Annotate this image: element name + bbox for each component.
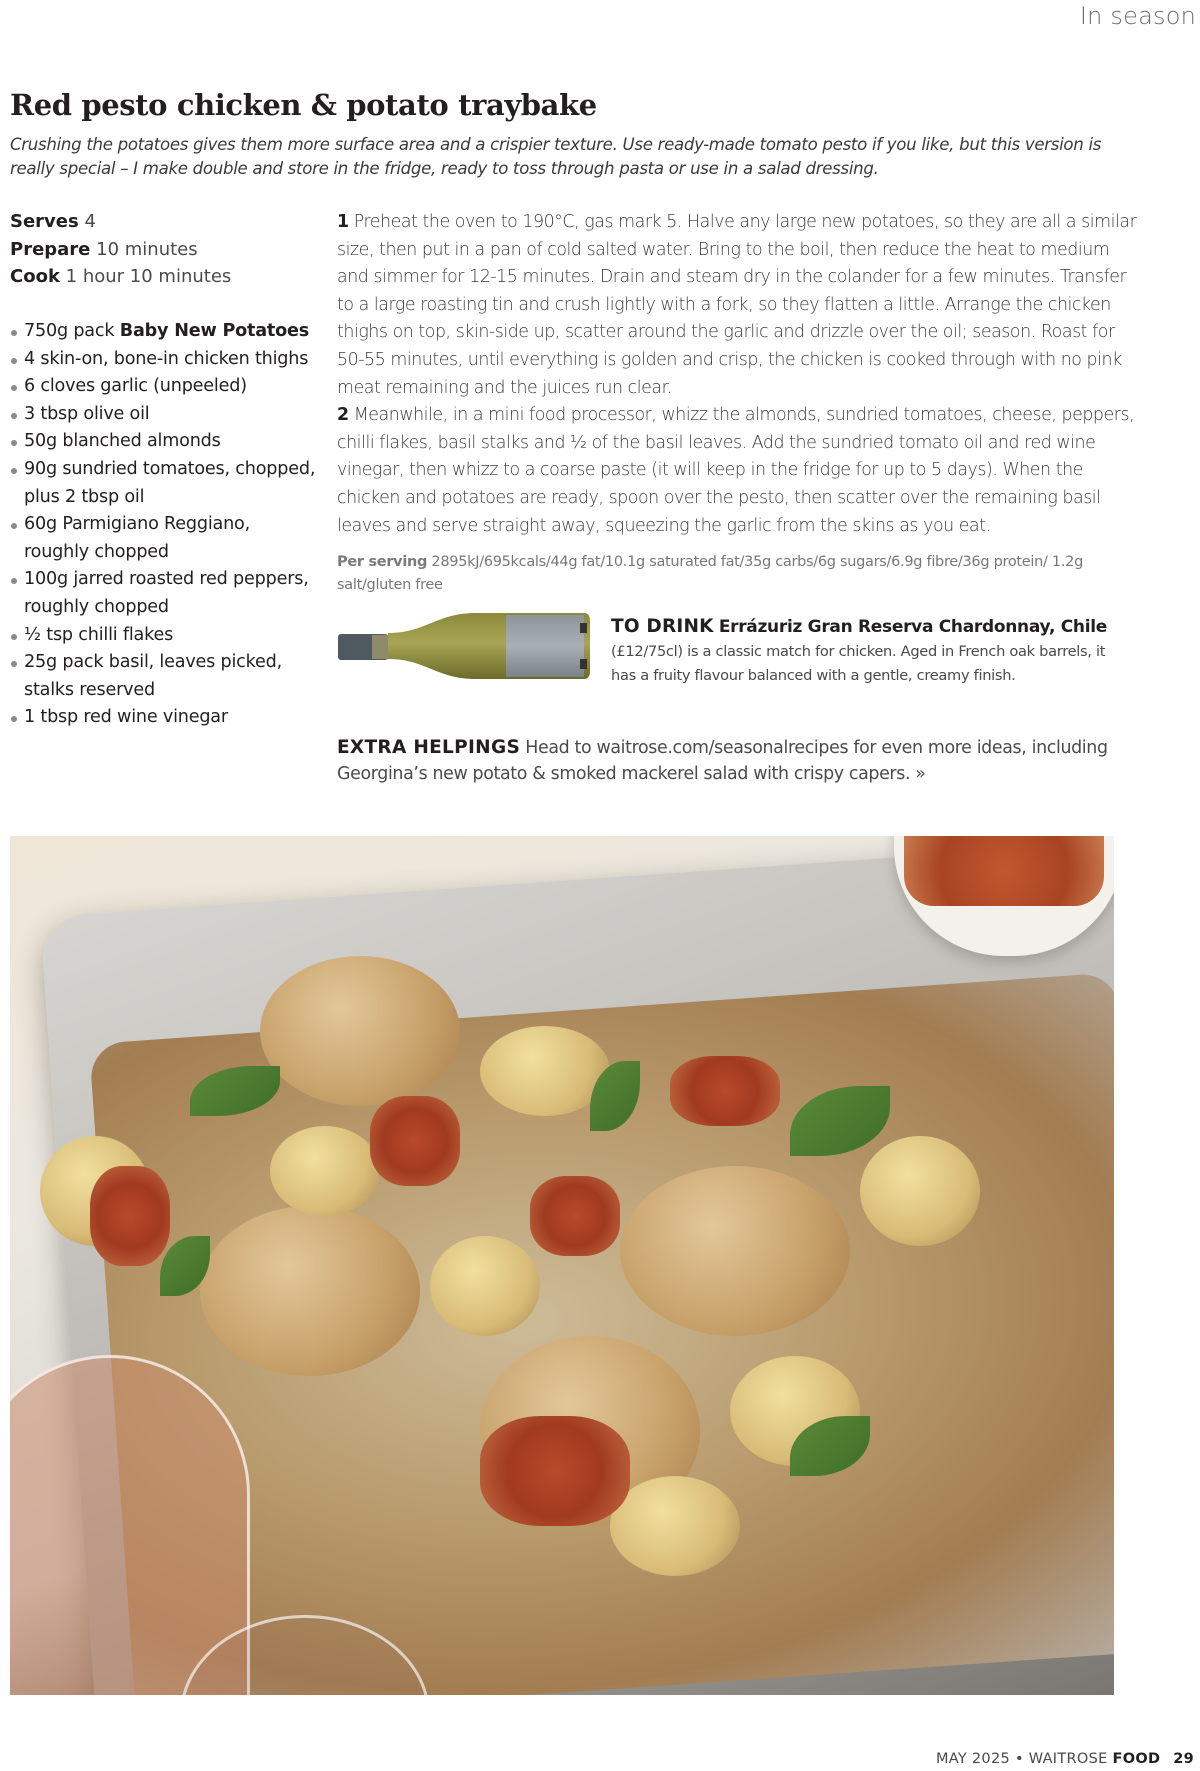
page-number: 29 (1173, 1751, 1194, 1767)
footer-separator: • (1014, 1751, 1024, 1767)
chicken-thigh (620, 1166, 850, 1336)
bowl-pesto (904, 836, 1104, 906)
ingredient-text: ½ tsp chilli flakes (24, 624, 174, 645)
meta-value: 1 hour 10 minutes (65, 266, 232, 287)
ingredient-item (10, 622, 320, 650)
ingredient-text: 50g blanched almonds (24, 431, 221, 452)
ingredient-text: 100g jarred roasted red peppers, roughly chopped (24, 569, 309, 617)
nutrition-info (337, 551, 1117, 596)
ingredient-item (10, 649, 320, 704)
recipe-intro: Crushing the potatoes gives them more surface area and a crispier texture. Use ready-made tomato pesto if you like, but this version is really special – I make double and store in the fridge, ready to toss through pasta or use in a salad dressing. (10, 135, 1102, 178)
potato (860, 1136, 980, 1246)
recipe-meta (10, 208, 231, 291)
ingredient-item (10, 456, 320, 511)
chicken-thigh (200, 1206, 420, 1376)
ingredient-text: 1 tbsp red wine vinegar (24, 707, 228, 728)
meta-prepare (10, 236, 231, 264)
drink-heading (611, 614, 1131, 640)
drink-pairing (611, 614, 1131, 688)
recipe-title: Red pesto chicken & potato traybake (10, 88, 597, 122)
ingredient-product: Baby New Potatoes (119, 321, 310, 341)
pesto-dollop (90, 1166, 170, 1266)
drink-label: TO DRINK (611, 616, 714, 637)
meta-label: Cook (10, 266, 60, 287)
ingredient-item (10, 566, 320, 621)
section-label: In season (1079, 2, 1196, 30)
step-number: 1 (337, 212, 349, 232)
recipe-photo (10, 836, 1114, 1695)
wine-bottle-icon (336, 609, 590, 683)
method-step (337, 402, 1137, 540)
ingredient-text: 3 tbsp olive oil (24, 403, 150, 424)
nutrition-text: 2895kJ/695kcals/44g fat/10.1g saturated fat/35g carbs/6g sugars/6.9g fibre/36g protein/ 1.2g salt/gluten free (337, 554, 1083, 593)
ingredient-text: 25g pack basil, leaves picked, stalks reserved (24, 652, 282, 700)
extra-helpings (337, 735, 1137, 787)
meta-label: Serves (10, 211, 79, 232)
step-text: Preheat the oven to 190°C, gas mark 5. Halve any large new potatoes, so they are all a similar size, then put in a pan of cold salted water. Bring to the boil, then reduce the heat to medium and simmer for 12-15 minutes. Drain and steam dry in the colander for a few minutes. Transfer to a large roasting tin and crush lightly with a fork, so they flatten a little. Arrange the chicken thighs on top, skin-side up, scatter around the garlic and drizzle over the oil; season. Roast for 50-55 minutes, until everything is golden and crisp, the chicken is cooked through with no pink meat remaining and the juices run clear. (337, 212, 1137, 398)
potato (270, 1126, 380, 1216)
nutrition-label: Per serving (337, 554, 428, 570)
step-number: 2 (337, 405, 349, 426)
meta-cook (10, 263, 231, 291)
ingredient-item (10, 318, 320, 346)
pesto-dollop (530, 1176, 620, 1256)
ingredient-text: 6 cloves garlic (unpeeled) (24, 376, 247, 397)
extra-label: EXTRA HELPINGS (337, 737, 521, 758)
wine-name: Errázuriz Gran Reserva Chardonnay, Chile (718, 617, 1107, 637)
rose-glass (10, 1355, 250, 1695)
meta-value: 10 minutes (96, 238, 198, 260)
brand-name: WAITROSE (1028, 1751, 1108, 1767)
brand-name-bold: FOOD (1112, 1751, 1161, 1767)
ingredient-item (10, 704, 320, 732)
step-text: Meanwhile, in a mini food processor, whizz the almonds, sundried tomatoes, cheese, peppers, chilli flakes, basil stalks and ½ of the basil leaves. Add the sundried tomato oil and red wine vinegar, then whizz to a coarse paste (it will keep in the fridge for up to 5 days). When the chicken and potatoes are ready, spoon over the pesto, then scatter over the remaining basil leaves and serve straight away, squeezing the garlic from the skins as you eat. (337, 405, 1135, 536)
method (337, 209, 1137, 540)
potato (430, 1236, 540, 1336)
method-step (337, 209, 1137, 402)
issue-date: MAY 2025 (935, 1751, 1011, 1767)
potato (610, 1476, 740, 1576)
ingredient-text: 750g pack (24, 321, 120, 341)
meta-serves (10, 208, 231, 236)
meta-value: 4 (84, 211, 96, 232)
drink-description: (£12/75cl) is a classic match for chicken. Aged in French oak barrels, it has a fruity flavour balanced with a gentle, creamy finish. (611, 643, 1106, 684)
ingredient-item (10, 373, 320, 401)
pesto-dollop (480, 1416, 630, 1526)
ingredient-item (10, 511, 320, 566)
ingredient-text: 60g Parmigiano Reggiano, roughly chopped (24, 514, 251, 562)
ingredients-list (10, 318, 320, 732)
ingredient-item (10, 428, 320, 456)
meta-label: Prepare (10, 238, 91, 260)
pesto-dollop (370, 1096, 460, 1186)
ingredient-item (10, 401, 320, 429)
extra-text[interactable]: Head to waitrose.com/seasonalrecipes for even more ideas, including Georgina’s new potato & smoked mackerel salad with crispy capers. » (337, 738, 1108, 784)
page-footer (936, 1751, 1194, 1767)
chicken-thigh (260, 956, 460, 1106)
ingredient-text: 4 skin-on, bone-in chicken thighs (24, 348, 309, 369)
ingredient-text: 90g sundried tomatoes, chopped, plus 2 tbsp oil (24, 458, 316, 507)
pesto-dollop (670, 1056, 780, 1126)
ingredient-item (10, 346, 320, 374)
